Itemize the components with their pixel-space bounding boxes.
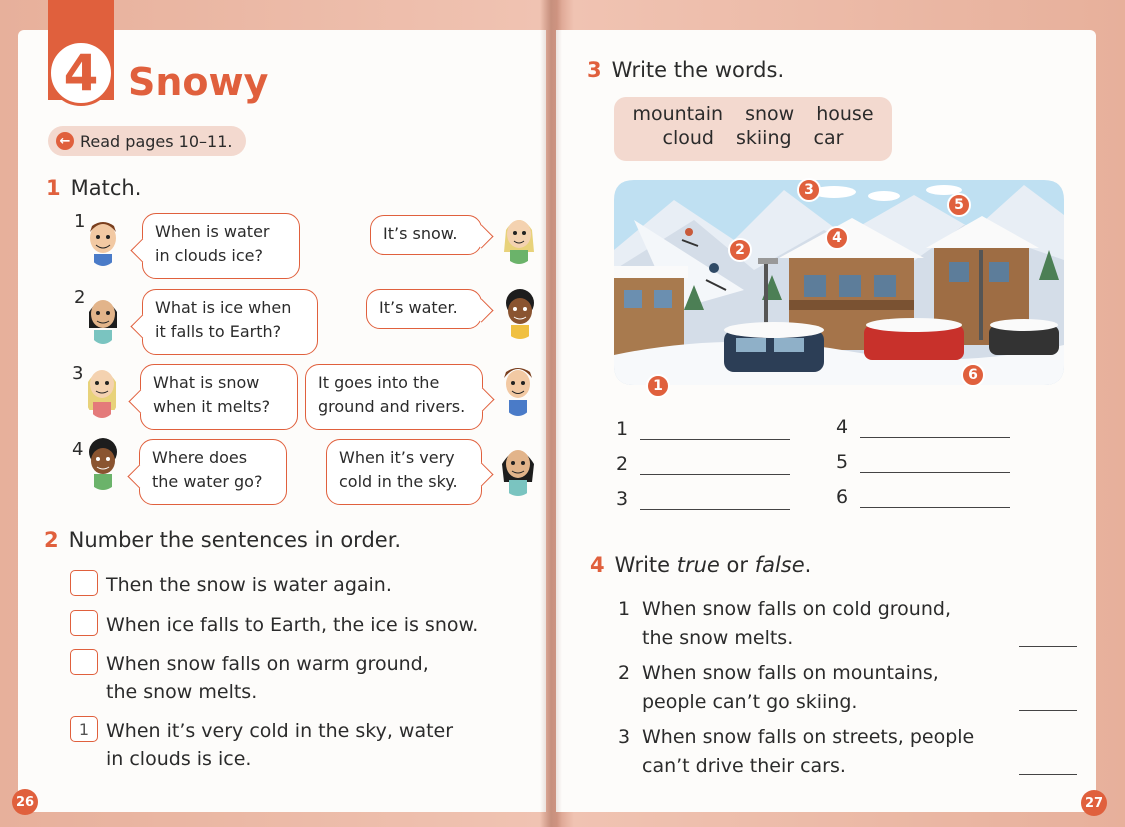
child-face-icon xyxy=(500,287,540,339)
item-line: the snow melts. xyxy=(642,627,794,649)
item-line: When snow falls on mountains, xyxy=(642,662,939,684)
item-line: When snow falls on streets, people xyxy=(642,726,975,748)
exercise-3-title xyxy=(587,58,784,82)
book-spine xyxy=(540,0,562,827)
exercise-4-number: 4 xyxy=(590,553,605,577)
picture-marker: 6 xyxy=(961,363,985,387)
exercise-4-label-suffix: . xyxy=(804,553,812,577)
answer-line[interactable] xyxy=(860,507,1010,508)
answer-line-number: 6 xyxy=(836,486,849,508)
exercise-3-number: 3 xyxy=(587,58,602,82)
bubble-line: It goes into the xyxy=(318,373,440,392)
speech-bubble-question xyxy=(142,289,318,355)
word-bank-row xyxy=(614,127,892,149)
bubble-line: the water go? xyxy=(152,472,263,491)
picture-marker: 3 xyxy=(797,178,821,202)
speech-bubble-answer xyxy=(366,289,482,329)
answer-line[interactable] xyxy=(1019,774,1077,775)
arrow-left-icon: ← xyxy=(56,132,74,150)
bubble-line: It’s snow. xyxy=(383,224,458,243)
bubble-line: it falls to Earth? xyxy=(155,322,282,341)
exercise-2-label: Number the sentences in order. xyxy=(68,528,402,552)
answer-line[interactable] xyxy=(640,474,790,475)
match-row-number: 4 xyxy=(72,439,84,460)
bubble-line: What is ice when xyxy=(155,298,292,317)
exercise-2-number: 2 xyxy=(44,528,59,552)
exercise-2-title xyxy=(44,528,401,552)
sentence-line: When ice falls to Earth, the ice is snow. xyxy=(106,614,479,636)
word-bank xyxy=(614,97,892,161)
exercise-1-title xyxy=(46,176,141,200)
order-number-box[interactable] xyxy=(70,649,98,675)
sentence-line: the snow melts. xyxy=(106,681,258,703)
exercise-1-label: Match. xyxy=(70,176,142,200)
word-bank-word: mountain xyxy=(632,103,724,125)
exercise-4-title xyxy=(590,553,811,577)
answer-line[interactable] xyxy=(640,439,790,440)
order-number-box[interactable] xyxy=(70,610,98,636)
child-face-icon xyxy=(86,292,120,344)
answer-line[interactable] xyxy=(1019,646,1077,647)
answer-line-number: 1 xyxy=(616,418,629,440)
word-bank-word: cloud xyxy=(662,127,714,149)
child-face-icon xyxy=(498,442,538,496)
bubble-line: What is snow xyxy=(153,373,260,392)
order-number-box[interactable] xyxy=(70,570,98,596)
exercise-1-number: 1 xyxy=(46,176,61,200)
bubble-line: Where does xyxy=(152,448,248,467)
match-row-number: 2 xyxy=(74,287,86,308)
answer-line-number: 5 xyxy=(836,451,849,473)
answer-line-number: 4 xyxy=(836,416,849,438)
answer-line-number: 3 xyxy=(616,488,629,510)
speech-bubble-question xyxy=(139,439,287,505)
true-false-item xyxy=(618,595,951,653)
bubble-line: When is water xyxy=(155,222,270,241)
answer-line[interactable] xyxy=(860,437,1010,438)
answer-line[interactable] xyxy=(640,509,790,510)
sentence xyxy=(106,571,392,599)
page-number-right: 27 xyxy=(1081,790,1107,816)
word-bank-word: skiing xyxy=(735,127,792,149)
sentence xyxy=(106,611,478,639)
unit-number: 4 xyxy=(63,44,99,102)
sentence-line: in clouds is ice. xyxy=(106,748,252,770)
answer-line[interactable] xyxy=(860,472,1010,473)
child-face-icon xyxy=(500,212,538,264)
bubble-line: in clouds ice? xyxy=(155,246,263,265)
word-bank-word: house xyxy=(816,103,874,125)
item-number: 1 xyxy=(618,598,631,620)
unit-number-badge xyxy=(48,40,114,106)
item-number: 3 xyxy=(618,726,631,748)
bubble-line: ground and rivers. xyxy=(318,397,466,416)
exercise-4-label-or: or xyxy=(719,553,755,577)
sentence-line: When snow falls on warm ground, xyxy=(106,653,429,675)
word-bank-row xyxy=(614,103,892,125)
word-bank-word: snow xyxy=(745,103,795,125)
sentence xyxy=(106,650,429,706)
item-number: 2 xyxy=(618,662,631,684)
picture-marker: 4 xyxy=(825,226,849,250)
exercise-3-label: Write the words. xyxy=(611,58,785,82)
picture-marker: 1 xyxy=(646,374,670,398)
speech-bubble-question xyxy=(142,213,300,279)
picture-marker: 2 xyxy=(728,238,752,262)
item-line: When snow falls on cold ground, xyxy=(642,598,951,620)
speech-bubble-question xyxy=(140,364,298,430)
child-face-icon xyxy=(84,362,120,418)
sentence xyxy=(106,717,453,773)
bubble-line: When it’s very xyxy=(339,448,455,467)
word-bank-word: car xyxy=(813,127,844,149)
snow-scene-illustration xyxy=(614,180,1064,385)
picture-marker: 5 xyxy=(947,193,971,217)
item-line: people can’t go skiing. xyxy=(642,691,858,713)
speech-bubble-answer xyxy=(305,364,483,430)
exercise-4-label-prefix: Write xyxy=(614,553,677,577)
true-false-item xyxy=(618,723,975,781)
child-face-icon xyxy=(84,438,122,490)
page-number-left: 26 xyxy=(12,789,38,815)
unit-title: Snowy xyxy=(128,60,269,104)
read-pages-text: Read pages 10–11. xyxy=(80,131,233,151)
sentence-line: Then the snow is water again. xyxy=(106,574,392,596)
match-row-number: 3 xyxy=(72,363,84,384)
child-face-icon xyxy=(86,218,120,266)
speech-bubble-answer xyxy=(326,439,482,505)
bubble-line: It’s water. xyxy=(379,298,458,317)
answer-line[interactable] xyxy=(1019,710,1077,711)
sentence-line: When it’s very cold in the sky, water xyxy=(106,720,454,742)
speech-bubble-answer xyxy=(370,215,482,255)
item-line: can’t drive their cars. xyxy=(642,755,846,777)
bubble-line: when it melts? xyxy=(153,397,271,416)
child-face-icon xyxy=(500,362,536,416)
exercise-4-label-false: false xyxy=(754,553,805,577)
exercise-4-label-true: true xyxy=(676,553,720,577)
order-number-box[interactable]: 1 xyxy=(70,716,98,742)
match-row-number: 1 xyxy=(74,211,86,232)
bubble-line: cold in the sky. xyxy=(339,472,458,491)
true-false-item xyxy=(618,659,939,717)
answer-line-number: 2 xyxy=(616,453,629,475)
read-pages-pill xyxy=(48,126,246,156)
